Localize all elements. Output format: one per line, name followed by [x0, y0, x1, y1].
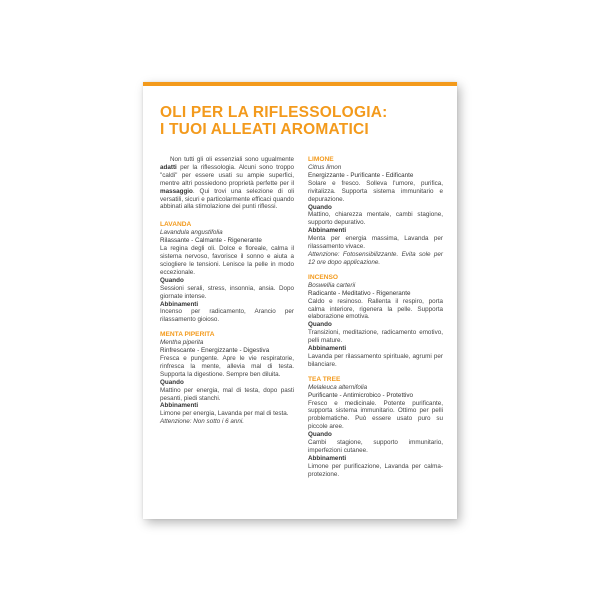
- oil-latin-name: Mentha piperita: [160, 339, 204, 347]
- when-heading: Quando: [308, 321, 332, 329]
- intro-text: Non tutti gli oli essenziali sono ugualmente: [170, 156, 294, 163]
- oil-tea-tree: [308, 376, 443, 479]
- intro-text: per la riflessologia. Alcuni sono troppo "caldi" per essere usati su ampie superfici, mentre altri possiedono proprietà perfette per il: [160, 163, 294, 187]
- title-line-2: I TUOI ALLEATI AROMATICI: [160, 121, 369, 138]
- pairings-text: Lavanda per rilassamento spirituale, agrumi per bilanciare.: [308, 352, 443, 368]
- warning-note: Attenzione: Non sotto i 6 anni.: [160, 418, 245, 426]
- intro-text: . Qui trovi una selezione di oli versatili, sicuri e particolarmente efficaci quando abbinati alla stimolazione dei punti riflessi.: [160, 187, 294, 211]
- when-text: Cambi stagione, supporto immunitario, imperfezioni cutanee.: [308, 439, 443, 454]
- oil-name: LIMONE: [308, 156, 334, 163]
- pairings-heading: Abbinamenti: [160, 402, 199, 410]
- oil-menta-piperita: [160, 331, 294, 426]
- when-text: Mattino per energia, mal di testa, dopo pasti pesanti, piedi stanchi.: [160, 386, 294, 402]
- oil-name: INCENSO: [308, 273, 339, 281]
- oil-properties: Rilassante - Calmante - Rigenerante: [160, 237, 262, 245]
- oil-description: La regina degli oli. Dolce e floreale, calma il sistema nervoso, favorisce il sonno e aiuta a sciogliere le tensioni. Lenisce la pelle in modo eccezionale.: [160, 245, 294, 276]
- oil-description: Fresco e medicinale. Potente purificante, supporta sistema immunitario. Ottimo per pelli problematiche. Può essere usato puro su piccole aree.: [308, 399, 443, 431]
- oil-description: Fresca e pungente. Apre le vie respiratorie, rinfresca la mente, allevia mal di testa. Supporta la digestione. Sempre ben diluita.: [160, 355, 294, 378]
- pairings-heading: Abbinamenti: [308, 227, 347, 235]
- when-text: Transizioni, meditazione, radicamento emotivo, pelli mature.: [308, 329, 443, 345]
- page-title: [160, 104, 450, 138]
- oil-latin-name: Melaleuca alternifolia: [308, 383, 368, 391]
- intro-bold-adatti: adatti: [160, 163, 177, 171]
- oil-properties: Energizzante - Purificante - Edificante: [308, 171, 414, 179]
- oil-properties: Radicante - Meditativo - Rigenerante: [308, 289, 411, 297]
- oil-incenso: [308, 274, 443, 369]
- title-line-1: OLI PER LA RIFLESSOLOGIA:: [160, 104, 388, 121]
- pairings-text: Limone per energia, Lavanda per mal di testa.: [160, 410, 289, 418]
- oil-name: MENTA PIPERITA: [160, 331, 215, 339]
- oil-limone: [308, 156, 443, 267]
- oil-description: Solare e fresco. Solleva l'umore, purifica, rivitalizza. Supporta sistema immunitario e depurazione.: [308, 179, 443, 203]
- accent-bar: [143, 82, 457, 86]
- warning-note: Attenzione: Fotosensibilizzante. Evita sole per 12 ore dopo applicazione.: [308, 250, 443, 266]
- when-heading: Quando: [160, 378, 184, 386]
- when-heading: Quando: [308, 431, 332, 439]
- oil-properties: Rinfrescante - Energizzante - Digestiva: [160, 347, 270, 355]
- when-text: Mattino, chiarezza mentale, cambi stagione, supporto depurativo.: [308, 211, 443, 227]
- oil-lavanda: [160, 221, 294, 324]
- document-page: [143, 82, 457, 519]
- when-text: Sessioni serali, stress, insonnia, ansia. Dopo giornate intense.: [160, 284, 294, 300]
- intro-bold-massaggio: massaggio: [160, 187, 193, 195]
- intro-paragraph: [160, 156, 294, 211]
- oil-latin-name: Lavandula angustifolia: [160, 229, 223, 237]
- pairings-text: Limone per purificazione, Lavanda per calma-protezione.: [308, 462, 443, 478]
- when-heading: Quando: [160, 276, 184, 284]
- oil-description: Caldo e resinoso. Rallenta il respiro, porta calma interiore, rigenera la pelle. Supporta elaborazione emotiva.: [308, 297, 443, 321]
- oil-latin-name: Boswellia carterii: [308, 281, 356, 289]
- pairings-heading: Abbinamenti: [308, 454, 347, 462]
- pairings-text: Menta per energia massima, Lavanda per rilassamento vivace.: [308, 235, 443, 251]
- oil-properties: Purificante - Antimicrobico - Protettivo: [308, 391, 413, 399]
- oil-latin-name: Citrus limon: [308, 164, 342, 171]
- oil-name: LAVANDA: [160, 221, 192, 229]
- pairings-heading: Abbinamenti: [308, 345, 347, 353]
- oil-name: TEA TREE: [308, 375, 341, 383]
- when-heading: Quando: [308, 203, 332, 211]
- pairings-heading: Abbinamenti: [160, 300, 199, 308]
- left-column: [160, 156, 294, 433]
- pairings-text: Incenso per radicamento, Arancio per rilassamento gioioso.: [160, 308, 294, 324]
- right-column: [308, 156, 443, 486]
